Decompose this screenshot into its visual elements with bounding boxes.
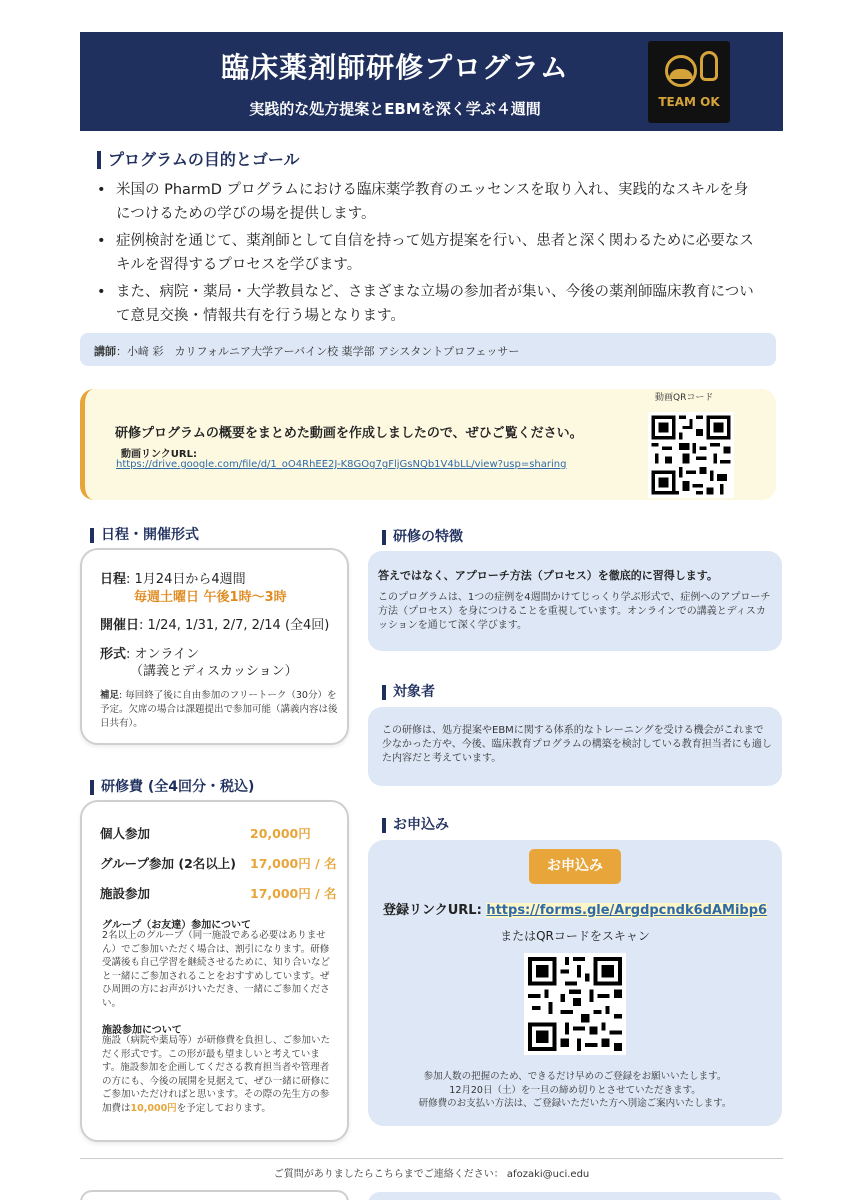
apply-footnote-line: 12月20日（土）を一旦の締め切りとさせていただきます。 bbox=[449, 1084, 701, 1096]
instructor-box bbox=[80, 333, 776, 366]
schedule-note bbox=[100, 689, 338, 731]
fee-price: 17,000円 / 名 bbox=[250, 856, 337, 871]
fee-price: 20,000円 bbox=[250, 826, 311, 841]
schedule-format-label: 形式 bbox=[100, 647, 127, 662]
page-subtitle: 実践的な処方提案とEBMを深く学ぶ４週間 bbox=[249, 100, 541, 118]
instructor-text: ：小﨑 彩 カリフォルニア大学アーバイン校 薬学部 アシスタントプロフェッサー bbox=[116, 345, 520, 358]
goal-item: • 米国の PharmD プログラムにおける臨床薬学教育のエッセンスを取り入れ、実践的なスキルを身につけるための学びの場を提供します。 bbox=[96, 178, 760, 226]
facility-note-end: を予定しております。 bbox=[176, 1102, 271, 1114]
features-body: このプログラムは、1つの症例を4週間かけてじっくり学ぶ形式で、症例へのアプローチ方法（プロセス）を身につけることを重視しています。オンラインでの講義とディスカッションを通じて深く学びます。 bbox=[378, 592, 771, 631]
fees-box bbox=[80, 800, 349, 1142]
target-body: この研修は、処方提案やEBMに関する体系的なトレーニングを受ける機会がこれまで少なかった方や、今後、臨床教育プログラムの構築を検討している教育担当者にも適した内容だと考えています。 bbox=[382, 725, 772, 764]
fee-label: 施設参加 bbox=[100, 886, 151, 901]
schedule-date-highlight: 毎週土曜日 午後1時〜3時 bbox=[134, 590, 287, 605]
target-box bbox=[368, 707, 782, 786]
contact-text: ご質問がありましたらこちらまでご連絡ください： bbox=[273, 1169, 504, 1180]
video-qr-label: 動画QRコード bbox=[655, 393, 714, 403]
schedule-box bbox=[80, 548, 349, 745]
schedule-date-value: : 1月24日から4週間 bbox=[126, 572, 246, 587]
instructor-label: 講師 bbox=[94, 345, 116, 358]
facility-note bbox=[102, 1034, 334, 1115]
video-link[interactable]: https://drive.google.com/file/d/1_oO4RhEE2J-K8GOg7gFljGsNQb1V4bLL/view?usp=sharing bbox=[116, 459, 567, 470]
fee-label: 個人参加 bbox=[100, 826, 151, 841]
registration-row bbox=[383, 899, 767, 918]
goal-item: • 症例検討を通じて、薬剤師として自信を持って処方提案を行い、患者と深く関わるために必要なスキルを習得するプロセスを学びます。 bbox=[96, 229, 760, 277]
qr-instruction: またはQRコードをスキャン bbox=[500, 929, 650, 943]
contact-email[interactable]: afozaki@uci.edu bbox=[506, 1169, 590, 1180]
registration-label: 登録リンクURL: bbox=[383, 903, 487, 918]
goal-item: • また、病院・薬局・大学教員など、さまざまな立場の参加者が集い、今後の薬剤師臨床教育について意見交換・情報共有を行う場となります。 bbox=[96, 280, 760, 328]
fee-row-individual bbox=[100, 824, 340, 842]
features-box bbox=[368, 551, 782, 651]
video-qr-code[interactable] bbox=[648, 412, 734, 498]
goals-heading: プログラムの目的とゴール bbox=[97, 151, 300, 169]
facility-note-price: 10,000円 bbox=[130, 1102, 177, 1114]
features-lead: 答えではなく、アプローチ方法（プロセス）を徹底的に習得します。 bbox=[378, 569, 718, 582]
page-title: 臨床薬剤師研修プログラム bbox=[221, 51, 569, 84]
video-link-label: 動画リンクURL: bbox=[121, 449, 197, 460]
group-note-title: グループ（お友達）参加について bbox=[102, 920, 251, 931]
schedule-days-row bbox=[100, 614, 329, 633]
facility-note-text: 施設（病院や薬局等）が研修費を負担し、ご参加いただく形式です。この形が最も望ましいと考えています。施設参加を企画してくださる教育担当者や管理者の方にも、今後の展開を見据えて、ぜひ一緒に研修にご参加いただければと思います。その際の先生方の参加費は bbox=[102, 1035, 331, 1114]
fee-label: グループ参加 (2名以上) bbox=[100, 856, 236, 871]
fee-row-group bbox=[100, 854, 340, 872]
fee-row-facility bbox=[100, 884, 340, 902]
next-section-edge-right bbox=[368, 1192, 782, 1200]
apply-footnote-line: 参加人数の把握のため、できるだけ早めのご登録をお願いいたします。 bbox=[423, 1071, 727, 1082]
logo-text: TEAM OK bbox=[658, 95, 720, 109]
schedule-date-row bbox=[100, 568, 246, 587]
group-note-text: 2名以上のグループ（同一施設である必要はありません）でご参加いただく場合は、割引になります。研修受講後も自己学習を継続させるために、知り合いなどと一緒にご参加されることをおすすめしています。ぜひ周囲の方にお声がけいただき、一緒にご参加ください。 bbox=[102, 930, 331, 1009]
schedule-days-value: : 1/24, 1/31, 2/7, 2/14 (全4回) bbox=[139, 618, 330, 633]
video-message: 研修プログラムの概要をまとめた動画を作成しましたので、ぜひご覧ください。 bbox=[115, 426, 583, 441]
schedule-note-text: : 毎回終了後に自由参加のフリートーク（30分）を予定。欠席の場合は課題提出で参加可能（講義内容は後日共有）。 bbox=[100, 690, 338, 729]
target-heading: 対象者 bbox=[382, 685, 435, 700]
landscape-icon bbox=[669, 69, 693, 79]
schedule-days-label: 開催日 bbox=[100, 618, 140, 633]
fees-heading: 研修費 (全4回分・税込) bbox=[90, 780, 254, 795]
schedule-heading: 日程・開催形式 bbox=[90, 528, 199, 543]
fee-price: 17,000円 / 名 bbox=[250, 886, 337, 901]
apply-footnote bbox=[368, 1070, 782, 1111]
apply-button[interactable]: お申込み bbox=[529, 849, 621, 884]
goals-list bbox=[96, 178, 760, 331]
features-heading: 研修の特徴 bbox=[382, 530, 463, 545]
registration-qr-code[interactable] bbox=[524, 953, 626, 1055]
schedule-format-detail: （講義とディスカッション） bbox=[130, 664, 298, 679]
ok-hand-icon bbox=[700, 51, 718, 81]
apply-footnote-line: 研修費のお支払い方法は、ご登録いただいた方へ別途ご案内いたします。 bbox=[418, 1098, 732, 1109]
team-ok-logo bbox=[648, 41, 730, 123]
footer-divider bbox=[80, 1158, 783, 1159]
contact-line bbox=[0, 1165, 863, 1180]
schedule-date-label: 日程 bbox=[100, 572, 127, 587]
schedule-note-label: 補足 bbox=[100, 690, 120, 701]
registration-link[interactable]: https://forms.gle/Argdpcndk6dAMibp6 bbox=[486, 903, 768, 918]
apply-heading: お申込み bbox=[382, 818, 449, 833]
facility-note-title: 施設参加について bbox=[102, 1025, 182, 1036]
schedule-format-value: : オンライン bbox=[126, 647, 200, 662]
next-section-edge-left bbox=[80, 1190, 349, 1200]
